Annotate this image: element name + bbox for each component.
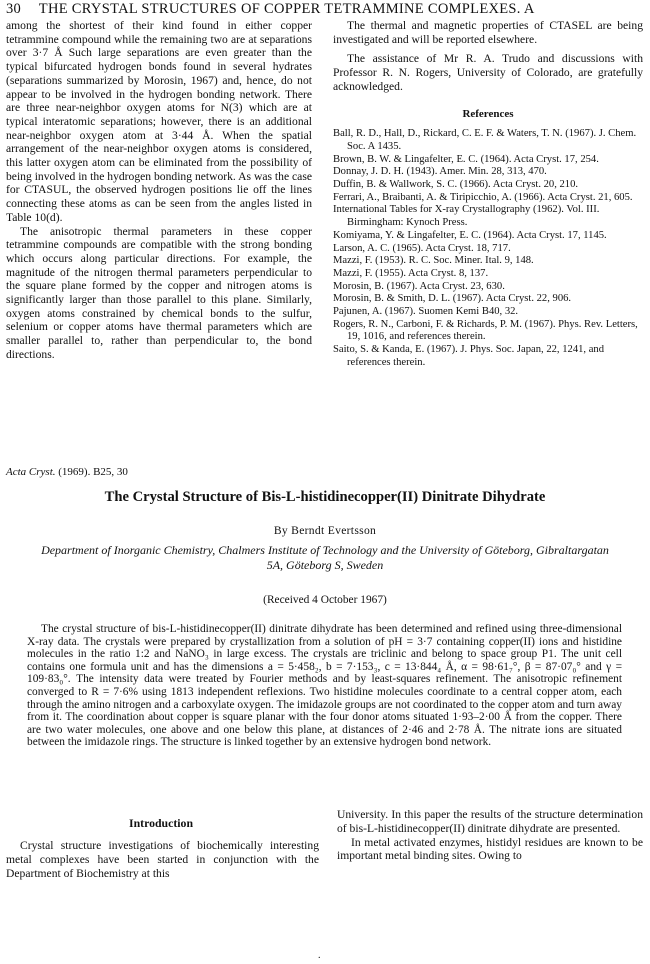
footer-mark: .	[318, 950, 321, 961]
reference-item: Ball, R. D., Hall, D., Rickard, C. E. F. & Waters, T. N. (1967). J. Chem. Soc. A 1435.	[333, 128, 637, 152]
body-paragraph: University. In this paper the results of the structure determination of bis-L-histidinecopper(II) dinitrate dihydrate are presented.	[337, 808, 643, 835]
reference-item: Mazzi, F. (1953). R. C. Soc. Miner. Ital. 9, 148.	[333, 255, 534, 267]
references-heading: References	[462, 107, 514, 120]
reference-item: Pajunen, A. (1967). Suomen Kemi B40, 32.	[333, 306, 519, 318]
body-paragraph: The thermal and magnetic properties of CTASEL are being investigated and will be reported elsewhere.	[333, 19, 643, 46]
abstract-text: The crystal structure of bis-L-histidinecopper(II) dinitrate dihydrate has been determined and refined using three-dimensional X-ray data. The crystals were prepared by crystallization from a solution of pH = 3·7 containing copper(II) ions and histidine molecules in the ratio 1:2 and NaNO₃ in large excess. The crystals are triclinic and belong to space group P1. The unit cell contains one formula unit and has the dimensions a = 5·458₂, b = 7·153₃, c = 13·844₄ Å, α = 98·61₇°, β = 87·07₀° and γ = 109·83₀°. The intensity data were treated by Fourier methods and by least-squares refinement. The anisotropic refinement converged to R = 7·6% using 1813 independent reflexions. Two histidine molecules coordinate to a central copper atom, each through the amino nitrogen and a carboxylate oxygen. The imidazole groups are not coordinated to the copper atom and turn away from it. The coordination about copper is square planar with the four donor atoms situated 1·93–2·00 Å from the copper. There are two water molecules, one above and one below this plane, at distances of 2·46 and 2·78 Å. The nitrate ions are situated between the imidazole rings. The structure is linked together by an extensive hydrogen bond network.	[27, 623, 622, 749]
citation-journal: Acta Cryst.	[6, 466, 56, 478]
body-paragraph: among the shortest of their kind found in either copper tetrammine compound while the remaining two are at separations over 3·7 Å Such large separations are even greater than the typical bifurcated hydrogen bonds found in several hydrates (separations summarized by Morosin, 1967) and, hence, do not appear to be involved in the hydrogen bonding network. There are three near-neighbor oxygen atoms for N(3) which are at typical interatomic separations; however, there is an additional near-neighbor oxygen atom at 3·44 Å. When the spatial arrangement of the near-neighbor oxygen atoms is considered, this latter oxygen atom can be eliminated from the possibility of being involved in the hydrogen bonding network. As was the case for CTASUL, the observed hydrogen positions lie off the lines connecting these atoms as can be seen from the angles listed in Table 10(d).	[6, 19, 312, 224]
section-heading-introduction: Introduction	[128, 816, 194, 830]
received-date: (Received 4 October 1967)	[263, 594, 387, 606]
reference-item: Donnay, J. D. H. (1943). Amer. Min. 28, 313, 470.	[333, 166, 547, 178]
author-affiliation: Department of Inorganic Chemistry, Chalmers Institute of Technology and the University of Göteborg, Gibraltargatan 5A, Göteborg S, Sweden	[41, 543, 609, 572]
running-title: THE CRYSTAL STRUCTURES OF COPPER TETRAMMINE COMPLEXES. A	[38, 1, 535, 17]
abstract	[27, 623, 622, 749]
acknowledgement-paragraph: The assistance of Mr R. A. Trudo and discussions with Professor R. N. Rogers, University of Colorado, are gratefully acknowledged.	[333, 52, 643, 93]
reference-item: Brown, B. W. & Lingafelter, E. C. (1964). Acta Cryst. 17, 254.	[333, 153, 599, 165]
reference-item: Mazzi, F. (1955). Acta Cryst. 8, 137.	[333, 267, 489, 279]
right-column	[333, 19, 643, 370]
article-citation	[6, 466, 128, 478]
left-column	[6, 19, 312, 362]
body-paragraph: In metal activated enzymes, histidyl residues are known to be important metal binding sites. Owing to	[337, 835, 643, 863]
article-title: The Crystal Structure of Bis-L-histidinecopper(II) Dinitrate Dihydrate	[104, 489, 546, 505]
reference-item: Komiyama, Y. & Lingafelter, E. C. (1964). Acta Cryst. 17, 1145.	[333, 229, 607, 241]
reference-item: International Tables for X-ray Crystallography (1962). Vol. III. Birmingham: Kynoch Press.	[333, 204, 600, 229]
reference-item: Larson, A. C. (1965). Acta Cryst. 18, 717.	[333, 242, 511, 254]
body-paragraph: The anisotropic thermal parameters in these copper tetrammine compounds are compatible with the strong bonding which occurs along particular directions. For example, the magnitude of the nitrogen thermal parameters perpendicular to the square plane formed by the copper and nitrogen atoms is significantly larger than those parallel to this plane. Similarly, oxygen atoms constrained by chemical bonds to the sulfur, selenium or copper atoms have thermal parameters which are smaller parallel to, rather than perpendicular to, the bond directions.	[6, 224, 312, 361]
body-paragraph: Crystal structure investigations of biochemically interesting metal complexes have been started in conjunction with the Department of Biochemistry at this	[6, 839, 319, 880]
running-header	[6, 1, 626, 18]
article-author: By Berndt Evertsson	[273, 524, 377, 537]
reference-item: Saito, S. & Kanda, E. (1967). J. Phys. Soc. Japan, 22, 1241, and references therein.	[333, 344, 605, 368]
introduction-left	[6, 839, 319, 880]
introduction-right	[337, 808, 643, 863]
reference-list	[333, 128, 643, 369]
reference-item: Morosin, B. & Smith, D. L. (1967). Acta Cryst. 22, 906.	[333, 293, 572, 305]
reference-item: Morosin, B. (1967). Acta Cryst. 23, 630.	[333, 280, 505, 292]
reference-item: Ferrari, A., Braibanti, A. & Tiripicchio, A. (1966). Acta Cryst. 21, 605.	[333, 191, 633, 203]
reference-item: Rogers, R. N., Carboni, F. & Richards, P. M. (1967). Phys. Rev. Letters, 19, 1016, and references therein.	[333, 318, 638, 343]
page-number: 30	[6, 1, 22, 17]
reference-item: Duffin, B. & Wallwork, S. C. (1966). Acta Cryst. 20, 210.	[333, 179, 579, 191]
citation-volume: (1969). B25, 30	[58, 466, 128, 478]
